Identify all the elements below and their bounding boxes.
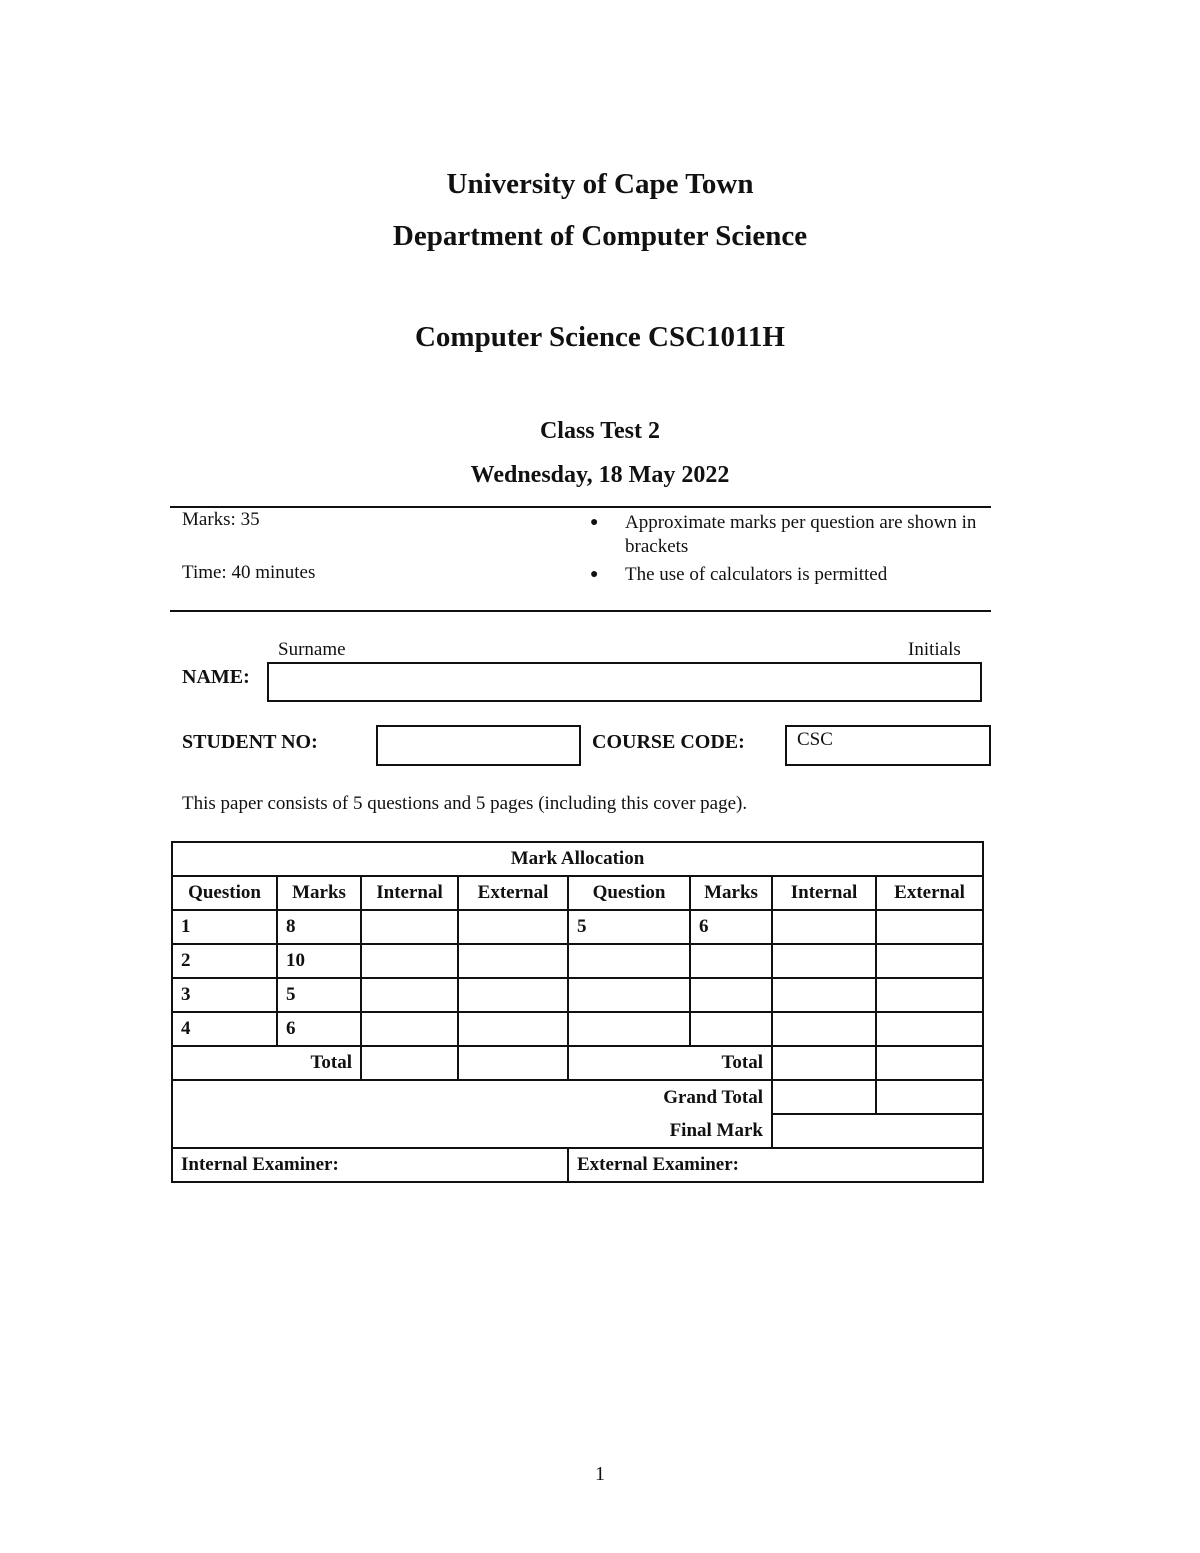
bullet-text-1: Approximate marks per question are shown in brackets <box>625 512 977 557</box>
marks-cell: 6 <box>690 910 772 944</box>
course-code-label: COURSE CODE: <box>592 731 745 753</box>
course-code-field[interactable] <box>785 725 991 766</box>
table-row <box>172 910 983 944</box>
table-row <box>172 978 983 1012</box>
header-internal: Internal <box>361 876 458 910</box>
grand-total-label: Grand Total <box>172 1080 772 1114</box>
mark-allocation-table <box>171 841 984 1183</box>
marks-cell <box>690 944 772 978</box>
external-cell[interactable] <box>458 978 568 1012</box>
question-cell: 1 <box>172 910 277 944</box>
course-code-value: CSC <box>797 729 833 750</box>
internal-cell[interactable] <box>361 944 458 978</box>
bullet-text-2: The use of calculators is permitted <box>625 564 888 585</box>
marks-cell: 8 <box>277 910 361 944</box>
test-date: Wednesday, 18 May 2022 <box>470 462 730 488</box>
internal-cell[interactable] <box>361 978 458 1012</box>
total-internal-left[interactable] <box>361 1046 458 1080</box>
surname-label: Surname <box>278 639 346 660</box>
bullet-icon: ● <box>590 567 599 582</box>
total-label-right: Total <box>568 1046 772 1080</box>
bottom-rule <box>170 610 991 612</box>
marks-info: Marks: 35 <box>182 509 260 530</box>
name-label: NAME: <box>182 666 250 688</box>
total-label-left: Total <box>172 1046 361 1080</box>
external-cell[interactable] <box>876 910 983 944</box>
internal-cell[interactable] <box>772 944 876 978</box>
total-row <box>172 1046 983 1080</box>
grand-total-external[interactable] <box>876 1080 983 1114</box>
question-cell: 3 <box>172 978 277 1012</box>
name-field[interactable] <box>267 662 982 702</box>
external-examiner-label: External Examiner: <box>568 1148 983 1182</box>
header-external: External <box>458 876 568 910</box>
department-title: Department of Computer Science <box>392 220 808 252</box>
external-cell[interactable] <box>876 944 983 978</box>
student-no-field[interactable] <box>376 725 581 766</box>
total-internal-right[interactable] <box>772 1046 876 1080</box>
final-mark-value[interactable] <box>772 1114 983 1148</box>
header-marks: Marks <box>690 876 772 910</box>
marks-cell: 5 <box>277 978 361 1012</box>
student-no-label: STUDENT NO: <box>182 731 318 753</box>
total-external-right[interactable] <box>876 1046 983 1080</box>
initials-label: Initials <box>908 639 961 660</box>
internal-examiner-label: Internal Examiner: <box>172 1148 568 1182</box>
top-rule <box>170 506 991 508</box>
marks-cell <box>690 1012 772 1046</box>
grand-total-row <box>172 1080 983 1114</box>
grand-total-internal[interactable] <box>772 1080 876 1114</box>
final-mark-label: Final Mark <box>172 1114 772 1148</box>
page-number: 1 <box>595 1463 605 1485</box>
external-cell[interactable] <box>876 1012 983 1046</box>
header-marks: Marks <box>277 876 361 910</box>
question-cell: 4 <box>172 1012 277 1046</box>
external-cell[interactable] <box>458 944 568 978</box>
test-title: Class Test 2 <box>539 418 661 444</box>
question-cell: 2 <box>172 944 277 978</box>
time-info: Time: 40 minutes <box>182 562 316 583</box>
internal-cell[interactable] <box>361 910 458 944</box>
question-cell <box>568 1012 690 1046</box>
mark-allocation-title: Mark Allocation <box>172 842 983 876</box>
marks-cell: 10 <box>277 944 361 978</box>
table-header-row <box>172 876 983 910</box>
table-row <box>172 1012 983 1046</box>
paper-description: This paper consists of 5 questions and 5 pages (including this cover page). <box>182 793 748 814</box>
internal-cell[interactable] <box>772 978 876 1012</box>
question-cell: 5 <box>568 910 690 944</box>
question-cell <box>568 978 690 1012</box>
course-title: Computer Science CSC1011H <box>414 321 785 353</box>
external-cell[interactable] <box>458 1012 568 1046</box>
table-row <box>172 944 983 978</box>
final-mark-row <box>172 1114 983 1148</box>
header-internal: Internal <box>772 876 876 910</box>
header-external: External <box>876 876 983 910</box>
header-question: Question <box>568 876 690 910</box>
university-title: University of Cape Town <box>446 168 754 200</box>
examiner-row <box>172 1148 983 1182</box>
marks-cell: 6 <box>277 1012 361 1046</box>
internal-cell[interactable] <box>772 1012 876 1046</box>
external-cell[interactable] <box>876 978 983 1012</box>
table-title-row <box>172 842 983 876</box>
question-cell <box>568 944 690 978</box>
bullet-icon: ● <box>590 515 599 530</box>
internal-cell[interactable] <box>772 910 876 944</box>
internal-cell[interactable] <box>361 1012 458 1046</box>
header-question: Question <box>172 876 277 910</box>
marks-cell <box>690 978 772 1012</box>
total-external-left[interactable] <box>458 1046 568 1080</box>
external-cell[interactable] <box>458 910 568 944</box>
